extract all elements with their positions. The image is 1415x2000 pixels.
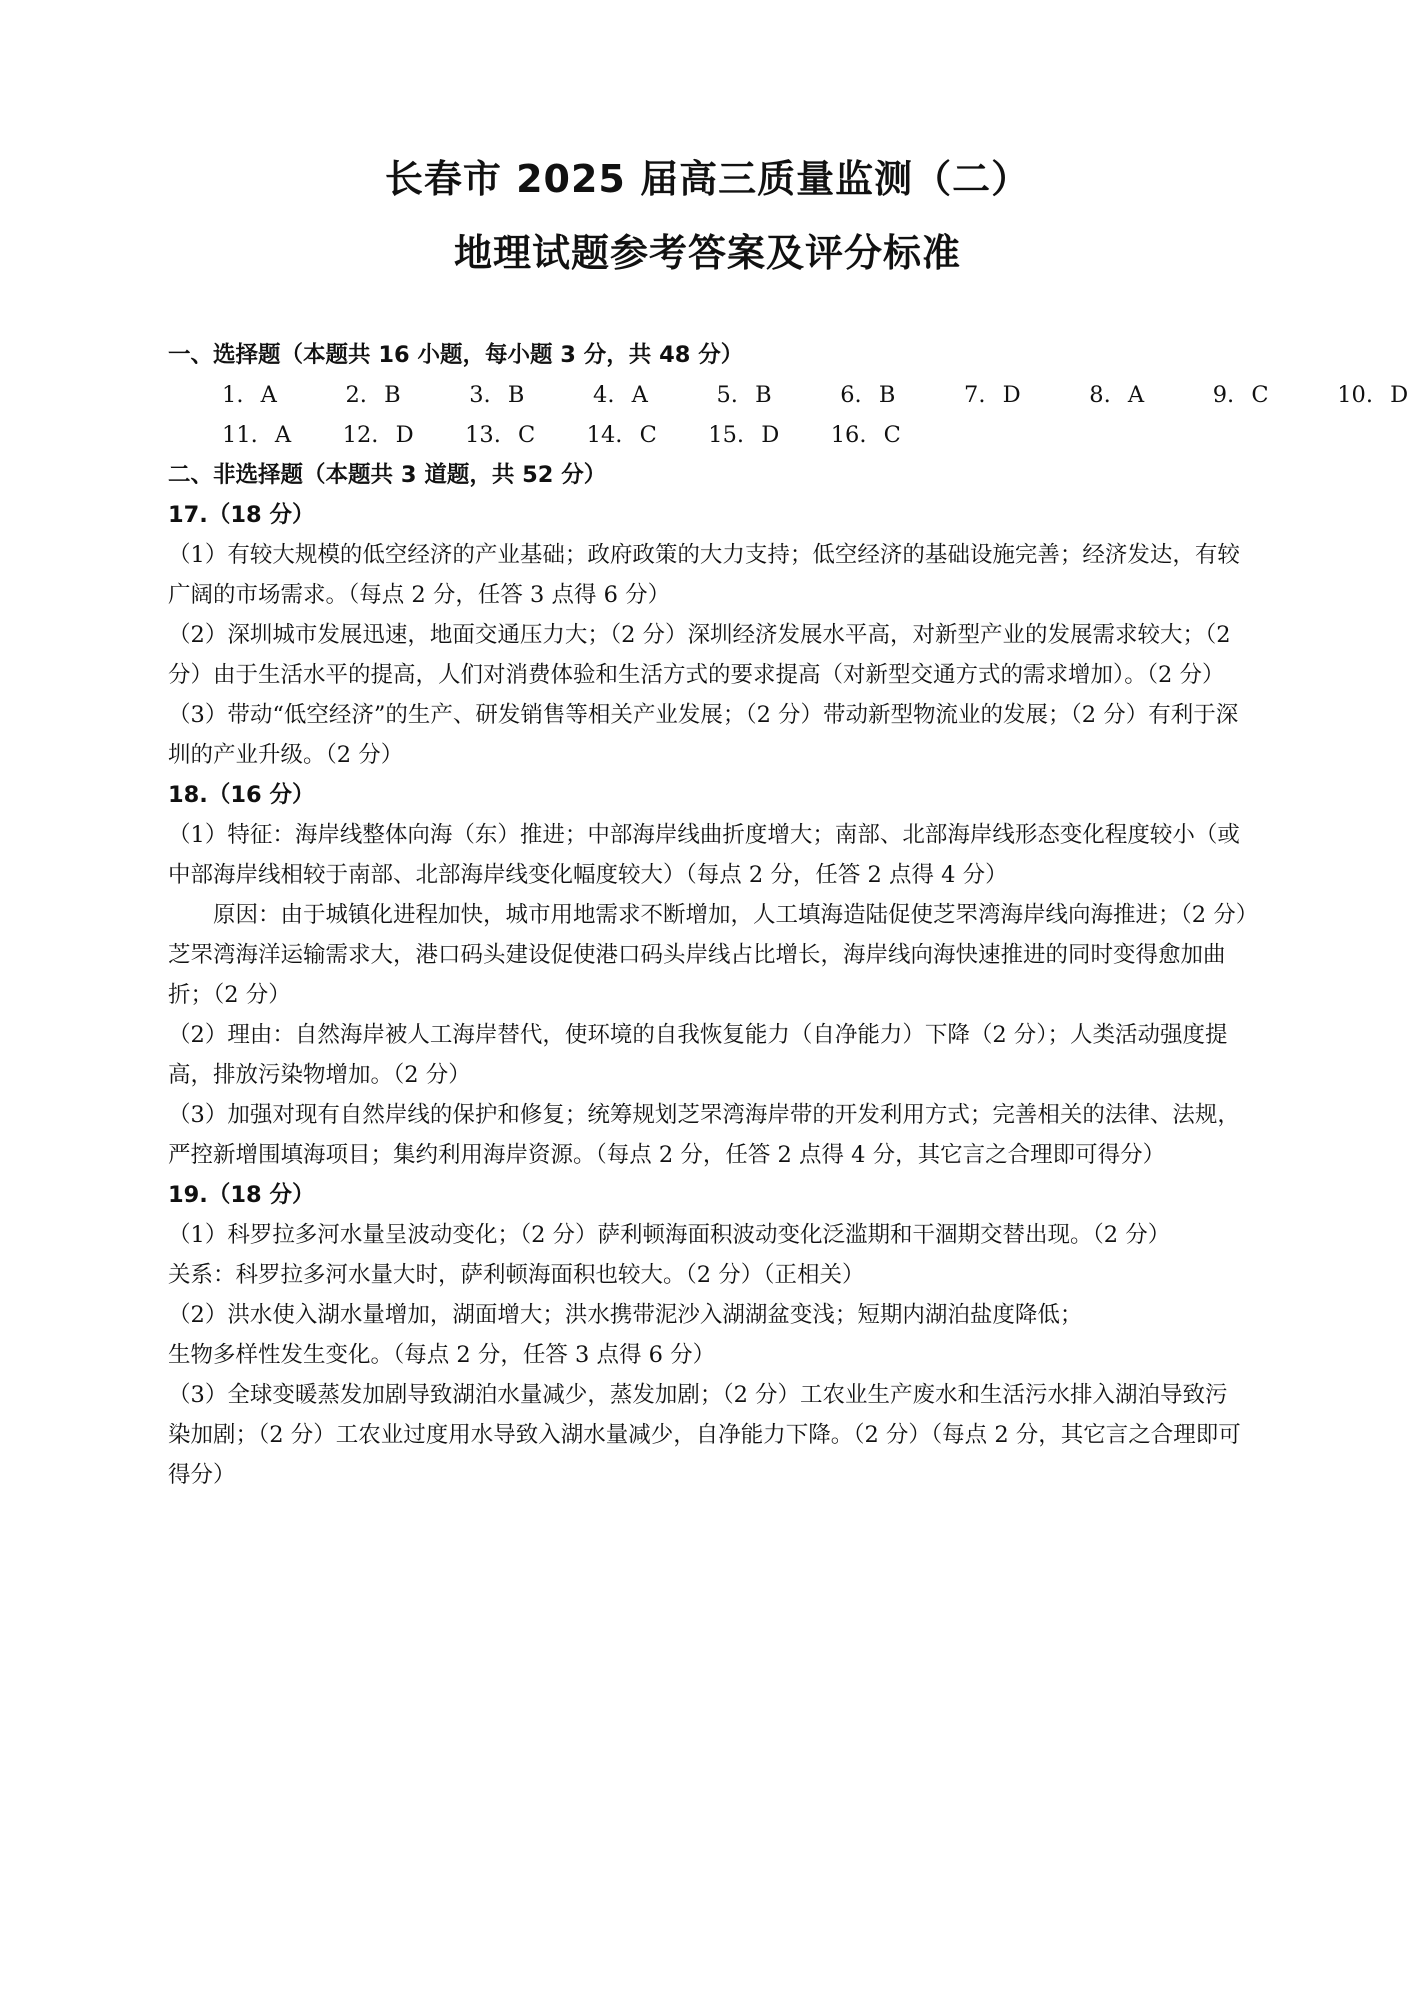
page-title: 长春市 2025 届高三质量监测（二）	[384, 157, 1031, 201]
section-heading-nonchoice: 二、非选择题（本题共 3 道题，共 52 分）	[168, 462, 607, 488]
choice-answers-row-1: 1. A 2. B 3. B 4. A 5. B 6. B 7. D 8. A 9. C 10. D	[222, 382, 1409, 408]
section-heading-choice: 一、选择题（本题共 16 小题，每小题 3 分，共 48 分）	[168, 342, 744, 368]
question-17-part-3: （3）带动“低空经济”的生产、研发销售等相关产业发展；（2 分）带动新型物流业的发展；（2 分）有利于深圳的产业升级。（2 分）	[168, 702, 1239, 768]
question-18-header: 18.（16 分）	[168, 782, 315, 808]
choice-answers-row-2: 11. A 12. D 13. C 14. C 15. D 16. C	[222, 422, 901, 448]
question-17-part-1: （1）有较大规模的低空经济的产业基础；政府政策的大力支持；低空经济的基础设施完善；经济发达，有较广阔的市场需求。（每点 2 分，任答 3 点得 6 分）	[168, 542, 1240, 608]
answer-content	[168, 335, 1409, 1495]
question-17-header: 17.（18 分）	[168, 502, 315, 528]
question-18-part-3: （3）加强对现有自然岸线的保护和修复；统筹规划芝罘湾海岸带的开发利用方式；完善相关的法律、法规，严控新增围填海项目；集约利用海岸资源。（每点 2 分，任答 2 点得 4 分，其它言之合理即可得分）	[168, 1102, 1240, 1168]
question-18-reason: 原因：由于城镇化进程加快，城市用地需求不断增加，人工填海造陆促使芝罘湾海岸线向海推进；（2 分）芝罘湾海洋运输需求大，港口码头建设促使港口码头岸线占比增长，海岸线向海快速推进的同时变得愈加曲折；（2 分）	[168, 902, 1247, 1008]
question-18-part-2: （2）理由：自然海岸被人工海岸替代，使环境的自我恢复能力（自净能力）下降（2 分）；人类活动强度提高，排放污染物增加。（2 分）	[168, 1022, 1228, 1088]
question-18-part-1: （1）特征：海岸线整体向海（东）推进；中部海岸线曲折度增大；南部、北部海岸线形态变化程度较小（或中部海岸线相较于南部、北部海岸线变化幅度较大）（每点 2 分，任答 2 点得 4 分）	[168, 822, 1240, 888]
question-19-part-1: （1）科罗拉多河水量呈波动变化；（2 分）萨利顿海面积波动变化泛滥期和干涸期交替出现。（2 分）	[168, 1222, 1171, 1248]
question-19-part-2: （2）洪水使入湖水量增加，湖面增大；洪水携带泥沙入湖湖盆变浅；短期内湖泊盐度降低；	[168, 1302, 1083, 1328]
question-17-part-2: （2）深圳城市发展迅速，地面交通压力大；（2 分）深圳经济发展水平高，对新型产业的发展需求较大；（2 分）由于生活水平的提高，人们对消费体验和生活方式的要求提高（对新型交通方式的需求增加）。（2 分）	[168, 622, 1231, 688]
question-19-part-3: （3）全球变暖蒸发加剧导致湖泊水量减少，蒸发加剧；（2 分）工农业生产废水和生活污水排入湖泊导致污染加剧；（2 分）工农业过度用水导致入湖水量减少，自净能力下降。（2 分）（每点 2 分，其它言之合理即可得分）	[168, 1382, 1241, 1488]
page-subtitle: 地理试题参考答案及评分标准	[453, 231, 961, 275]
question-19-part-2-cont: 生物多样性发生变化。（每点 2 分，任答 3 点得 6 分）	[168, 1342, 716, 1368]
question-19-header: 19.（18 分）	[168, 1182, 315, 1208]
question-19-relation: 关系：科罗拉多河水量大时，萨利顿海面积也较大。（2 分）（正相关）	[168, 1262, 865, 1288]
